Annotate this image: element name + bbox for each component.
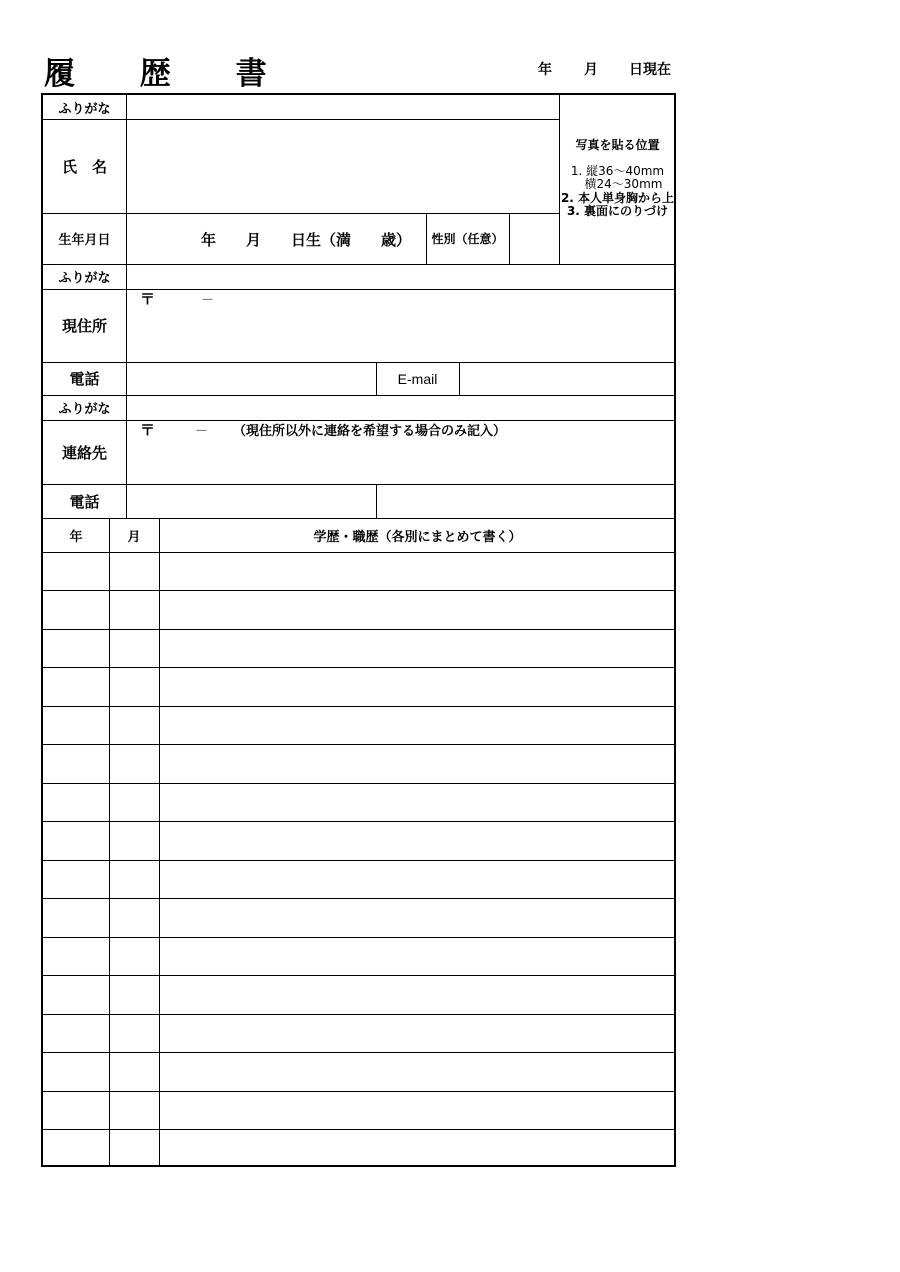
contact-note: （現住所以外に連絡を希望する場合のみ記入） [233, 423, 507, 439]
divider [43, 783, 676, 784]
birth-day-age-unit: 日生（満 [291, 231, 352, 249]
divider [376, 484, 377, 518]
postal-dash: － [201, 292, 215, 308]
divider [43, 821, 676, 822]
header-date-day: 日現在 [629, 62, 671, 78]
birth-month-unit: 月 [246, 231, 262, 249]
divider [43, 590, 676, 591]
furigana-label: ふりがな [58, 101, 111, 117]
divider [43, 1129, 676, 1130]
divider [43, 629, 676, 630]
page-title: 履 歴 書 [44, 56, 294, 92]
history-month-header: 月 [127, 529, 141, 545]
email-label: E-mail [397, 370, 438, 387]
divider [43, 860, 676, 861]
photo-instruction: 2. 本人単身胸から上 [560, 190, 675, 205]
furigana-label: ふりがな [58, 271, 111, 286]
postal-dash: － [195, 423, 209, 439]
divider [43, 395, 676, 396]
divider [43, 552, 676, 553]
birth-year-unit: 年 [201, 231, 217, 249]
divider [459, 362, 460, 395]
photo-title: 写真を貼る位置 [575, 138, 660, 152]
divider [43, 1052, 676, 1053]
birth-date-label: 生年月日 [58, 233, 111, 248]
divider [43, 975, 676, 976]
header-date-year: 年 [538, 62, 552, 78]
divider [43, 744, 676, 745]
phone-label: 電話 [69, 492, 100, 511]
divider [43, 289, 676, 290]
divider [43, 362, 676, 363]
divider [43, 264, 676, 265]
postal-mark: 〒 [140, 420, 156, 439]
divider [43, 937, 676, 938]
furigana-label: ふりがな [58, 402, 111, 417]
postal-mark: 〒 [140, 289, 156, 308]
photo-placement-area [559, 139, 676, 219]
divider [43, 706, 676, 707]
divider [43, 484, 676, 485]
divider [126, 95, 127, 518]
phone-label: 電話 [69, 370, 100, 388]
age-unit: 歳） [381, 231, 412, 249]
photo-instruction: 3. 裏面にのりづけ [566, 204, 669, 218]
divider [159, 518, 160, 1167]
photo-instruction: 横24〜30mm [584, 177, 663, 191]
history-content-header: 学歴・職歴（各別にまとめて書く） [313, 529, 522, 545]
divider [43, 1014, 676, 1015]
divider [43, 667, 676, 668]
header-date-month: 月 [584, 62, 598, 78]
name-label: 氏 名 [61, 157, 107, 176]
contact-label: 連絡先 [61, 443, 107, 462]
divider [43, 898, 676, 899]
photo-instruction: 1. 縦36〜40mm [570, 163, 665, 178]
divider [43, 1091, 676, 1092]
resume-form [41, 93, 676, 1167]
divider [109, 518, 110, 1167]
history-year-header: 年 [69, 529, 83, 545]
address-label: 現住所 [61, 317, 107, 335]
divider [509, 213, 510, 264]
gender-label: 性別（任意） [431, 232, 504, 246]
